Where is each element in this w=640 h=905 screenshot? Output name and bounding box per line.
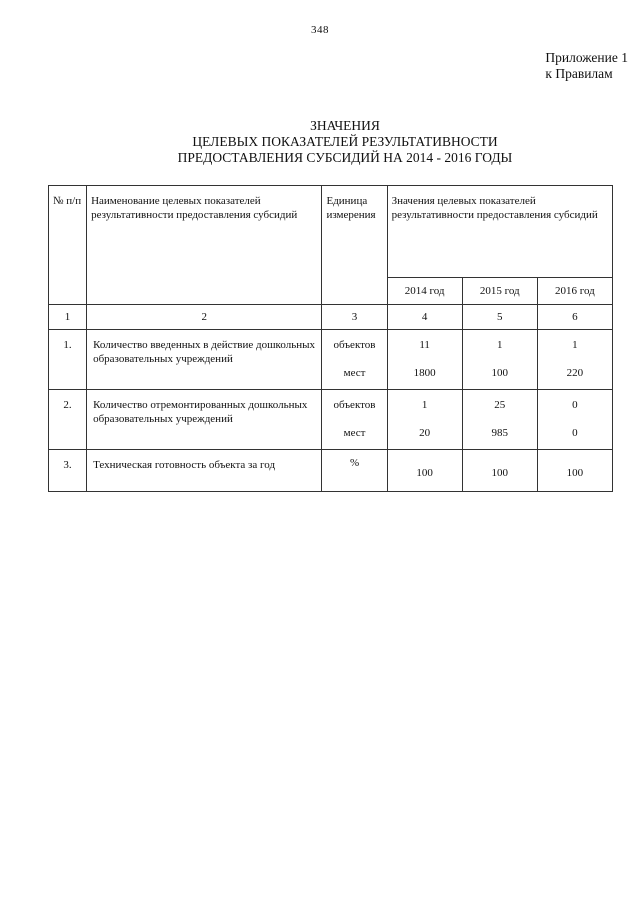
cell-value: 25 (494, 399, 506, 411)
unit-value: объектов (333, 399, 376, 411)
cell-value: 0 (572, 399, 578, 411)
cell-value: 1800 (413, 367, 436, 379)
indicator-name: Количество отремонтированных дошкольных образовательных учреждений (87, 390, 322, 450)
column-number: 2 (87, 305, 322, 330)
row-number: 2. (49, 390, 87, 450)
table-row (49, 450, 613, 492)
table-header-row (49, 186, 613, 278)
indicators-table (48, 185, 613, 492)
appendix-note (545, 50, 628, 82)
header-name: Наименование целевых показателей результативности предоставления субсидий (87, 186, 322, 305)
header-year-2015: 2015 год (462, 277, 537, 304)
indicator-name: Техническая готовность объекта за год (87, 450, 322, 492)
header-values: Значения целевых показателей результативности предоставления субсидий (387, 186, 612, 278)
unit-value: мест (343, 367, 366, 379)
value-2015 (462, 330, 537, 390)
cell-value: 100 (491, 467, 509, 479)
indicator-name: Количество введенных в действие дошкольных образовательных учреждений (87, 330, 322, 390)
value-2015 (462, 450, 537, 492)
row-number: 3. (49, 450, 87, 492)
cell-value: 220 (566, 367, 584, 379)
cell-value: 100 (566, 467, 584, 479)
cell-value: 1 (421, 399, 428, 411)
title-line-1: ЗНАЧЕНИЯ (310, 118, 380, 133)
cell-value: 0 (572, 427, 578, 439)
cell-value: 985 (491, 427, 509, 439)
unit-value: % (349, 457, 360, 469)
appendix-line-2: к Правилам (545, 66, 613, 81)
value-2015 (462, 390, 537, 450)
column-number: 6 (537, 305, 612, 330)
value-2016 (537, 330, 612, 390)
table-row (49, 330, 613, 390)
header-year-2016: 2016 год (537, 277, 612, 304)
indicator-unit (322, 390, 387, 450)
table-row (49, 390, 613, 450)
value-2016 (537, 390, 612, 450)
value-2014 (387, 390, 462, 450)
title-line-3: ПРЕДОСТАВЛЕНИЯ СУБСИДИЙ НА 2014 - 2016 ГОДЫ (177, 150, 513, 165)
value-2014 (387, 330, 462, 390)
value-2016 (537, 450, 612, 492)
unit-value: объектов (333, 339, 376, 351)
value-2014 (387, 450, 462, 492)
header-year-2014: 2014 год (387, 277, 462, 304)
header-no: № п/п (49, 186, 87, 305)
cell-value: 1 (572, 339, 578, 351)
unit-value: мест (343, 427, 366, 439)
document-title (0, 118, 640, 166)
indicator-unit (322, 330, 387, 390)
cell-value: 100 (491, 367, 509, 379)
cell-value: 100 (416, 467, 433, 479)
row-number: 1. (49, 330, 87, 390)
cell-value: 1 (497, 339, 503, 351)
column-number: 3 (322, 305, 387, 330)
column-number: 5 (462, 305, 537, 330)
indicator-unit (322, 450, 387, 492)
table-numbering-row (49, 305, 613, 330)
column-number: 4 (387, 305, 462, 330)
cell-value: 20 (419, 427, 431, 439)
appendix-line-1: Приложение 1 (545, 50, 628, 65)
column-number: 1 (49, 305, 87, 330)
header-unit: Единица измерения (322, 186, 387, 305)
title-line-2: ЦЕЛЕВЫХ ПОКАЗАТЕЛЕЙ РЕЗУЛЬТАТИВНОСТИ (192, 134, 498, 149)
cell-value: 11 (419, 339, 430, 351)
page-number: 348 (311, 24, 329, 36)
